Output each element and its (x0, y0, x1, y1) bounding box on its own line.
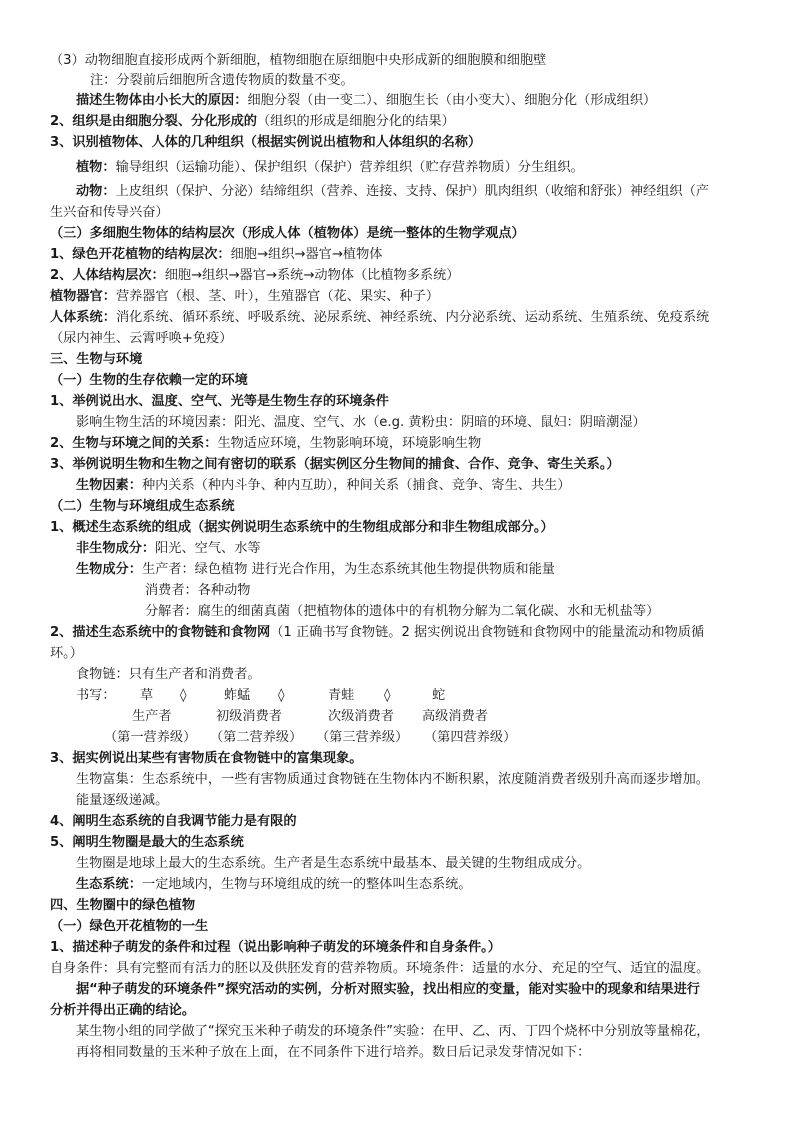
section-heading: 据“种子萌发的环境条件”探究活动的实例，分析对照实验，找出相应的变量，能对实验中的现象和结果进行 (76, 982, 700, 997)
chain-arrow-icon: ◊ (384, 688, 391, 703)
text-line: 生物圈是地球上最大的生态系统。生产者是生态系统中最基本、最关键的生物组成成分。 (76, 856, 591, 871)
text-line (76, 561, 555, 579)
text-line: 环。） (50, 646, 83, 661)
text-line (50, 435, 481, 453)
text-line (50, 288, 439, 306)
heading-note: （1 正确书写食物链。2 据实例说出食物链和食物网中的能量流动和物质循 (270, 625, 705, 640)
term-body: 阳光、空气、水等 (155, 541, 261, 556)
chain-level: （第三营养级） (316, 730, 409, 745)
term-body: 细胞→组织→器官→系统→动物体（比植物多系统） (164, 268, 460, 283)
section-heading: （二）生物与环境组成生态系统 (50, 499, 235, 514)
section-heading: 1、举例说出水、温度、空气、光等是生物生存的环境条件 (50, 394, 389, 409)
section-heading: 1、概述生态系统的组成（据实例说明生态系统中的生物组成部分和非生物组成部分。） (50, 520, 554, 535)
text-line: （3）动物细胞直接形成两个新细胞，植物细胞在原细胞中央形成新的细胞膜和细胞壁 (50, 53, 547, 68)
term-body: 细胞分裂（由一变二）、细胞生长（由小变大）、细胞分化（形成组织） (247, 93, 657, 108)
section-heading: （三）多细胞生物体的结构层次（形成人体（植物体）是统一整体的生物学观点） (50, 226, 525, 241)
chain-role: 高级消费者 (422, 709, 488, 724)
text-line: 生物富集：生态系统中，一些有害物质通过食物链在生物体内不断积累，浓度随消费者级别升高而逐步增加。 (76, 772, 709, 787)
heading-note: （组织的形成是细胞分化的结果） (257, 114, 455, 129)
bold-term: 人体系统： (50, 310, 116, 325)
bold-term: 生物因素： (76, 478, 142, 493)
text-line: 生兴奋和传导兴奋） (50, 205, 169, 220)
text-line: 食物链：只有生产者和消费者。 (76, 667, 261, 682)
food-chain-row (76, 687, 496, 705)
bold-term: 动物： (76, 184, 116, 199)
chain-arrow-icon: ◊ (278, 688, 285, 703)
term-body: 一定地域内，生物与环境组成的统一的整体叫生态系统。 (141, 877, 472, 892)
food-chain-levels (104, 729, 544, 747)
chain-role: 初级消费者 (216, 709, 282, 724)
text-line (76, 159, 584, 177)
section-heading: 四、生物圈中的绿色植物 (50, 898, 196, 913)
section-heading: （一）生物的生存依赖一定的环境 (50, 373, 248, 388)
bold-term: 1、绿色开花植物的结构层次： (50, 247, 231, 262)
term-body: 生产者：绿色植物 进行光合作用，为生态系统其他生物提供物质和能量 (141, 562, 555, 577)
term-body: 上皮组织（保护、分泌）结缔组织（营养、连接、支持、保护）肌肉组织（收缩和舒张）神经组织（产 (115, 184, 709, 199)
chain-label: 书写： (76, 688, 116, 703)
note-line: 注：分裂前后细胞所含遗传物质的数量不变。 (90, 73, 354, 88)
chain-organism: 青蛙 (328, 688, 355, 703)
text-line: 分解者：腐生的细菌真菌（把植物体的遗体中的有机物分解为二氧化碳、水和无机盐等） (145, 604, 660, 619)
bold-term: 描述生物体由小长大的原因： (76, 93, 248, 108)
term-body: 种内关系（种内斗争、种内互助），种间关系（捕食、竞争、寄生、共生） (141, 478, 571, 493)
section-heading: 4、阐明生态系统的自我调节能力是有限的 (50, 814, 297, 829)
text-line (76, 540, 261, 558)
bold-term: 植物： (76, 160, 116, 175)
text-line: 消费者：各种动物 (145, 583, 251, 598)
text-line: 影响生物生活的环境因素：阳光、温度、空气、水（e.g. 黄粉虫：阴暗的环境、鼠妇：阴暗潮湿） (76, 415, 646, 430)
section-heading: 分析并得出正确的结论。 (50, 1003, 196, 1018)
text-line (50, 624, 704, 642)
chain-organism: 蛇 (432, 688, 446, 703)
section-heading: 3、据实例说出某些有害物质在食物链中的富集现象。 (50, 751, 363, 766)
chain-role: 生产者 (132, 709, 172, 724)
chain-arrow-icon: ◊ (180, 688, 187, 703)
text-line: 某生物小组的同学做了“探究玉米种子萌发的环境条件”实验：在甲、乙、丙、丁四个烧杯中分别放等量棉花， (76, 1024, 710, 1039)
chain-organism: 蚱蜢 (224, 688, 251, 703)
bold-term: 生态系统： (76, 877, 142, 892)
text-line: （尿内神生、云霄呼唤+免疫） (50, 331, 233, 346)
chain-organism: 草 (140, 688, 154, 703)
text-line (76, 183, 709, 201)
text-line: 能量逐级递减。 (76, 793, 169, 808)
chain-level: （第四营养级） (424, 730, 517, 745)
text-line (76, 92, 656, 110)
section-heading: （一）绿色开花植物的一生 (50, 919, 209, 934)
term-body: 生物适应环境，生物影响环境，环境影响生物 (217, 436, 482, 451)
text-line (76, 876, 472, 894)
chain-role: 次级消费者 (328, 709, 394, 724)
section-heading: 三、生物与环境 (50, 352, 143, 367)
section-heading: 1、描述种子萌发的条件和过程（说出影响种子萌发的环境条件和自身条件。） (50, 940, 501, 955)
text-line: 再将相同数量的玉米种子放在上面，在不同条件下进行培养。数日后记录发芽情况如下： (76, 1045, 591, 1060)
chain-level: （第一营养级） (104, 730, 197, 745)
text-line (50, 267, 459, 285)
section-heading: 5、阐明生物圈是最大的生态系统 (50, 835, 244, 850)
term-body: 输导组织（运输功能）、保护组织（保护）营养组织（贮存营养物质）分生组织。 (115, 160, 584, 175)
term-body: 消化系统、循环系统、呼吸系统、泌尿系统、神经系统、内分泌系统、运动系统、生殖系统、免疫系统 (115, 310, 710, 325)
text-line (50, 246, 382, 264)
bold-term: 生物成分： (76, 562, 142, 577)
bold-term: 植物器官： (50, 289, 116, 304)
text-line (76, 477, 571, 495)
bold-term: 非生物成分： (76, 541, 156, 556)
chain-level: （第二营养级） (210, 730, 303, 745)
text-line (50, 113, 455, 131)
bold-term: 2、人体结构层次： (50, 268, 165, 283)
text-line (50, 309, 709, 327)
text-line: 自身条件：具有完整而有活力的胚以及供胚发育的营养物质。环境条件：适量的水分、充足的空气、适宜的温度。 (50, 961, 710, 976)
term-body: 细胞→组织→器官→植物体 (230, 247, 383, 262)
term-body: 营养器官（根、茎、叶），生殖器官（花、果实、种子） (115, 289, 440, 304)
section-heading: 3、举例说明生物和生物之间有密切的联系（据实例区分生物间的捕食、合作、竞争、寄生关系。） (50, 457, 620, 472)
heading-text: 2、组织是由细胞分裂、分化形成的 (50, 114, 257, 129)
section-heading: 3、识别植物体、人体的几种组织（根据实例说出植物和人体组织的名称） (50, 135, 482, 150)
food-chain-roles (132, 708, 512, 726)
heading-text: 2、描述生态系统中的食物链和食物网 (50, 625, 271, 640)
bold-term: 2、生物与环境之间的关系： (50, 436, 218, 451)
